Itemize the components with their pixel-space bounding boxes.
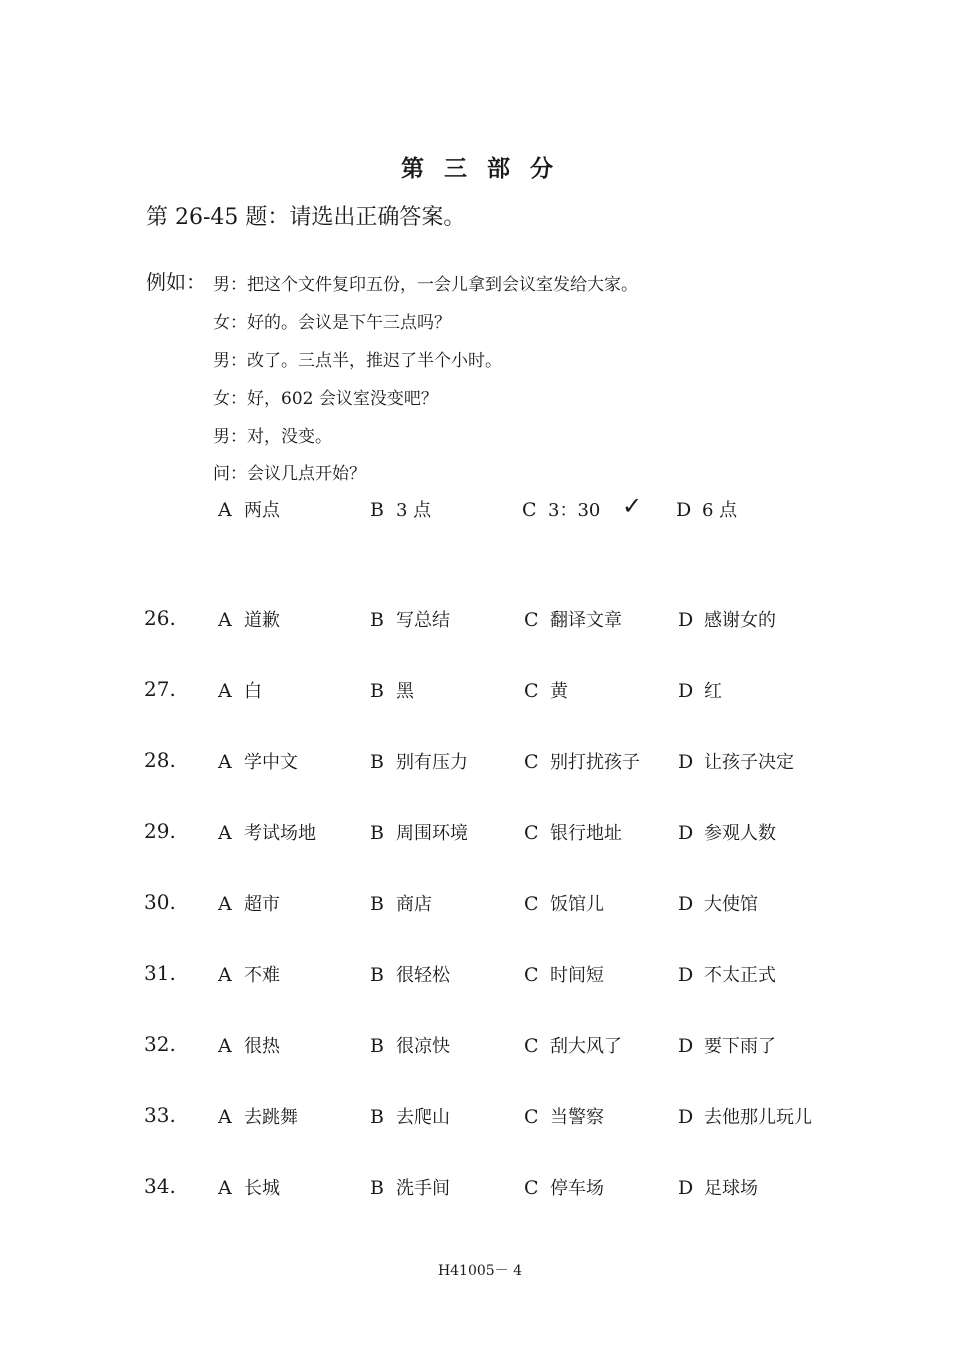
example-dialogue-line: 男：把这个文件复印五份，一会儿拿到会议室发给大家。 [213, 275, 638, 295]
option-a [218, 890, 280, 916]
option-c [524, 1103, 604, 1129]
question-row [0, 1174, 960, 1214]
option-letter: D [678, 893, 694, 915]
example-option-a [218, 496, 280, 522]
example-dialogue-line: 女：好的。会议是下午三点吗？ [213, 313, 451, 333]
question-number: 29. [144, 819, 176, 843]
option-letter: D [678, 1177, 694, 1199]
option-b [370, 748, 468, 774]
option-text: 不难 [244, 965, 280, 986]
question-number: 32. [144, 1032, 176, 1056]
option-text: 很凉快 [396, 1036, 450, 1057]
option-d [678, 890, 758, 916]
option-letter: C [524, 893, 539, 915]
option-b [370, 819, 468, 845]
option-letter: A [218, 893, 232, 915]
option-d [678, 819, 776, 845]
option-letter: B [370, 609, 384, 631]
example-dialogue-line: 男：对，没变。 [213, 427, 332, 447]
option-letter: B [370, 1035, 384, 1057]
option-d [678, 748, 794, 774]
option-text: 感谢女的 [704, 610, 776, 631]
example-option-c [522, 496, 600, 522]
option-letter: B [370, 751, 384, 773]
option-letter: B [370, 822, 384, 844]
option-letter: A [218, 680, 232, 702]
question-row [0, 677, 960, 717]
option-letter: C [522, 499, 537, 521]
option-letter: C [524, 1106, 539, 1128]
check-mark-icon: ✓ [622, 492, 643, 520]
option-a [218, 1032, 280, 1058]
option-letter: D [676, 499, 692, 521]
option-c [524, 819, 622, 845]
option-a [218, 819, 316, 845]
question-number: 28. [144, 748, 176, 772]
option-text: 超市 [244, 894, 280, 915]
option-text: 3 点 [396, 500, 432, 521]
option-text: 长城 [244, 1178, 280, 1199]
option-text: 红 [704, 681, 722, 702]
option-letter: D [678, 680, 694, 702]
option-letter: B [370, 1106, 384, 1128]
option-c [524, 1032, 622, 1058]
option-text: 去跳舞 [244, 1107, 298, 1128]
option-d [678, 1174, 758, 1200]
option-text: 别有压力 [396, 752, 468, 773]
option-letter: D [678, 609, 694, 631]
option-letter: B [370, 499, 384, 521]
option-letter: C [524, 964, 539, 986]
option-letter: A [218, 609, 232, 631]
option-b [370, 606, 450, 632]
question-row [0, 890, 960, 930]
option-text: 大使馆 [704, 894, 758, 915]
question-number: 31. [144, 961, 176, 985]
option-letter: D [678, 1035, 694, 1057]
option-text: 白 [244, 681, 262, 702]
question-row [0, 1032, 960, 1072]
option-b [370, 1032, 450, 1058]
option-a [218, 748, 298, 774]
option-text: 银行地址 [550, 823, 622, 844]
example-question-line: 问：会议几点开始？ [213, 464, 366, 484]
example-option-b [370, 496, 431, 522]
option-text: 足球场 [704, 1178, 758, 1199]
question-row [0, 1103, 960, 1143]
option-text: 商店 [396, 894, 432, 915]
option-letter: B [370, 680, 384, 702]
option-d [678, 961, 776, 987]
option-b [370, 1103, 450, 1129]
option-d [678, 1103, 812, 1129]
option-letter: C [524, 822, 539, 844]
option-d [678, 606, 776, 632]
option-c [524, 677, 568, 703]
option-text: 3：30 [548, 500, 601, 521]
option-text: 要下雨了 [704, 1036, 776, 1057]
option-letter: C [524, 751, 539, 773]
option-letter: A [218, 751, 232, 773]
option-a [218, 961, 280, 987]
question-number: 34. [144, 1174, 176, 1198]
option-c [524, 748, 640, 774]
option-text: 很热 [244, 1036, 280, 1057]
option-letter: C [524, 609, 539, 631]
option-text: 洗手间 [396, 1178, 450, 1199]
option-text: 考试场地 [244, 823, 316, 844]
option-text: 去他那儿玩儿 [704, 1107, 812, 1128]
option-text: 刮大风了 [550, 1036, 622, 1057]
option-c [524, 890, 604, 916]
option-text: 别打扰孩子 [550, 752, 640, 773]
option-a [218, 606, 280, 632]
option-b [370, 1174, 450, 1200]
option-letter: B [370, 893, 384, 915]
option-letter: B [370, 964, 384, 986]
option-text: 停车场 [550, 1178, 604, 1199]
option-b [370, 677, 414, 703]
option-text: 写总结 [396, 610, 450, 631]
option-text: 黑 [396, 681, 414, 702]
question-number: 33. [144, 1103, 176, 1127]
question-row [0, 606, 960, 646]
question-number: 26. [144, 606, 176, 630]
option-text: 当警察 [550, 1107, 604, 1128]
option-letter: D [678, 1106, 694, 1128]
option-d [678, 1032, 776, 1058]
option-letter: A [218, 1106, 232, 1128]
option-letter: C [524, 680, 539, 702]
option-letter: A [218, 822, 232, 844]
question-row [0, 819, 960, 859]
option-text: 周围环境 [396, 823, 468, 844]
option-text: 饭馆儿 [550, 894, 604, 915]
option-text: 6 点 [702, 500, 738, 521]
instruction-text: 第 26-45 题：请选出正确答案。 [146, 205, 466, 230]
option-text: 道歉 [244, 610, 280, 631]
example-dialogue-line: 女：好，602 会议室没变吧？ [213, 389, 438, 409]
option-letter: C [524, 1177, 539, 1199]
option-text: 参观人数 [704, 823, 776, 844]
option-text: 学中文 [244, 752, 298, 773]
page-footer: H41005－ 4 [437, 1263, 523, 1279]
example-option-d [676, 496, 737, 522]
option-c [524, 606, 622, 632]
option-text: 不太正式 [704, 965, 776, 986]
option-a [218, 677, 262, 703]
section-title: 第 三 部 分 [400, 155, 560, 182]
question-row [0, 748, 960, 788]
option-letter: B [370, 1177, 384, 1199]
option-d [678, 677, 722, 703]
option-letter: A [218, 1177, 232, 1199]
option-letter: D [678, 964, 694, 986]
option-letter: A [218, 499, 232, 521]
option-text: 两点 [244, 500, 280, 521]
option-letter: C [524, 1035, 539, 1057]
option-letter: D [678, 751, 694, 773]
option-text: 让孩子决定 [704, 752, 794, 773]
option-text: 翻译文章 [550, 610, 622, 631]
option-text: 很轻松 [396, 965, 450, 986]
option-letter: A [218, 1035, 232, 1057]
option-text: 去爬山 [396, 1107, 450, 1128]
option-b [370, 961, 450, 987]
option-a [218, 1174, 280, 1200]
example-label: 例如： [146, 270, 206, 294]
question-number: 30. [144, 890, 176, 914]
option-c [524, 1174, 604, 1200]
option-letter: A [218, 964, 232, 986]
option-text: 时间短 [550, 965, 604, 986]
option-b [370, 890, 432, 916]
option-c [524, 961, 604, 987]
option-letter: D [678, 822, 694, 844]
question-number: 27. [144, 677, 176, 701]
option-a [218, 1103, 298, 1129]
question-row [0, 961, 960, 1001]
option-text: 黄 [550, 681, 568, 702]
example-dialogue-line: 男：改了。三点半，推迟了半个小时。 [213, 351, 502, 371]
